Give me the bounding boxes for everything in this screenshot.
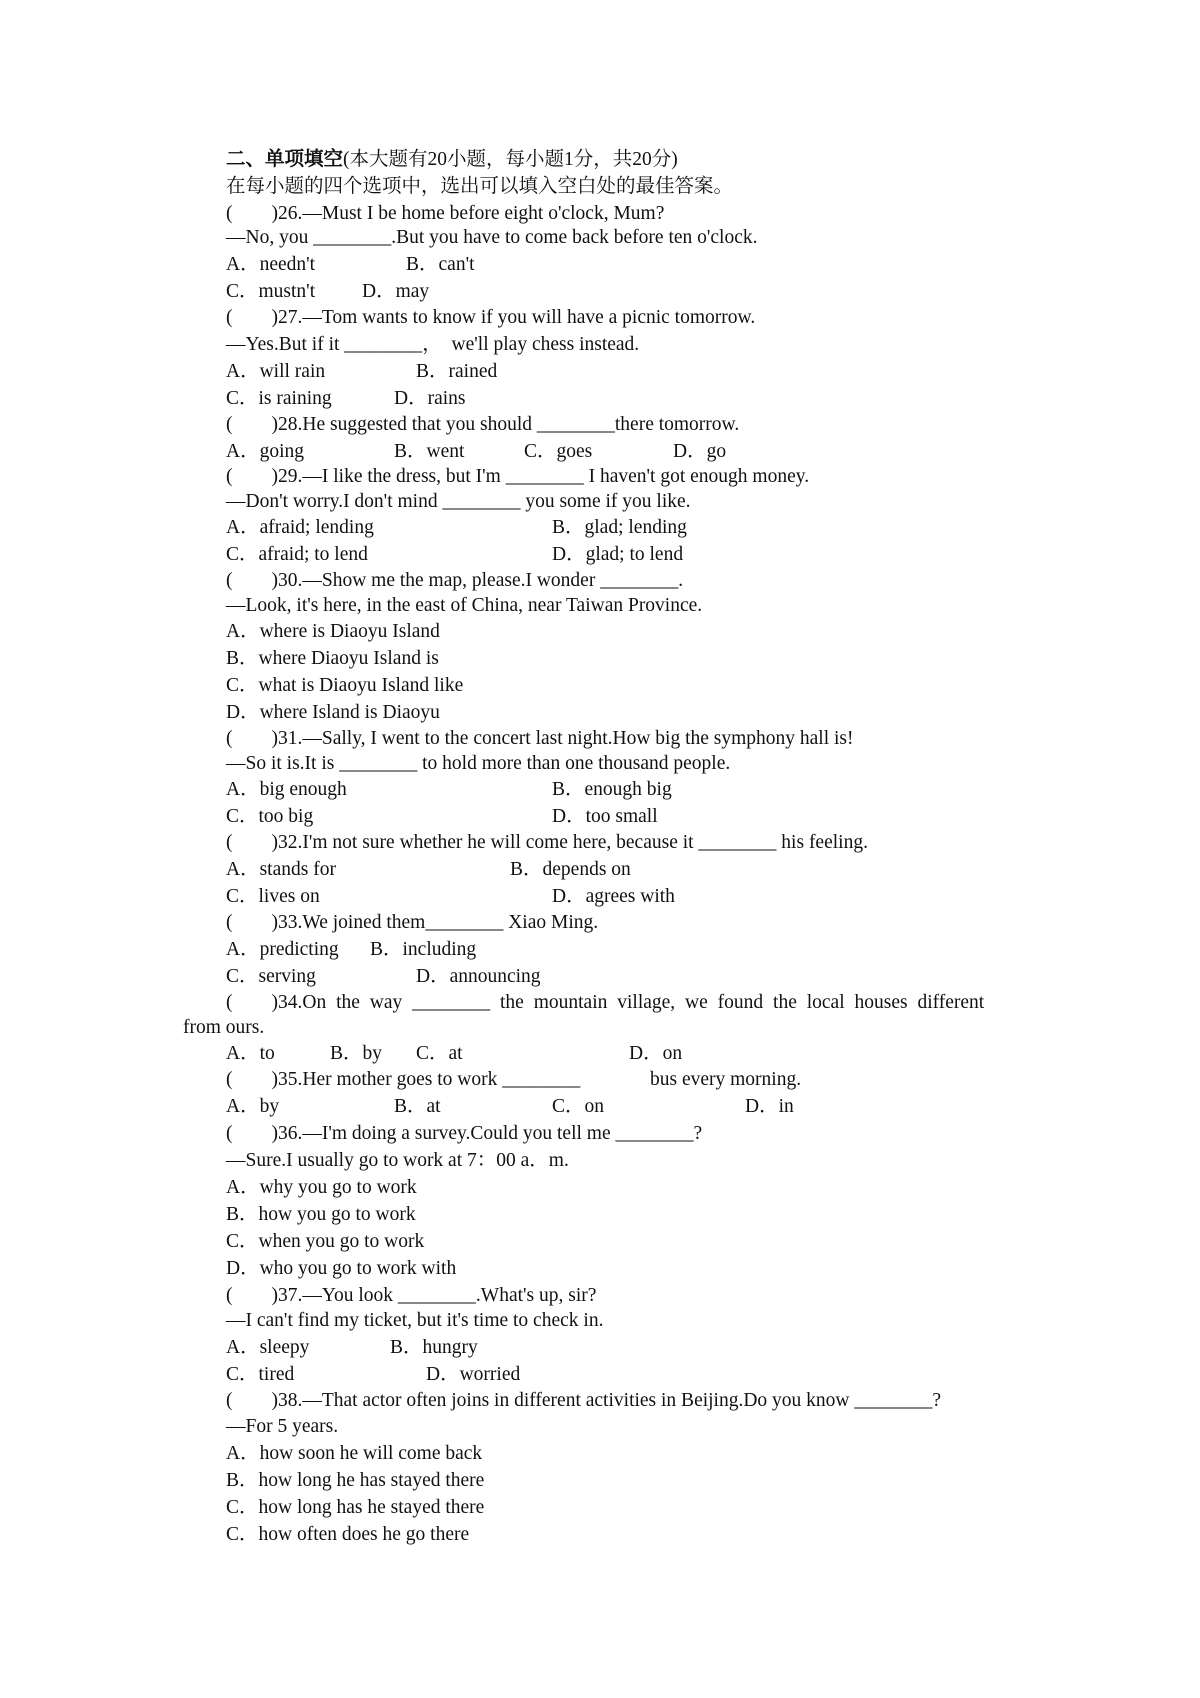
section-number: 二、 xyxy=(226,149,266,170)
question-31-option-d: D．too small xyxy=(552,806,658,827)
question-36-stem: ( )36.—I'm doing a survey.Could you tell me ________? xyxy=(226,1123,703,1144)
question-32-stem: ( )32.I'm not sure whether he will come here, because it ________ his feeling. xyxy=(226,832,868,853)
question-26-stem: ( )26.—Must I be home before eight o'clock, Mum? xyxy=(226,203,665,224)
question-28-stem: ( )28.He suggested that you should ________there tomorrow. xyxy=(226,414,740,435)
question-29-option-a: A．afraid; lending xyxy=(226,517,374,538)
question-35-stem-end: bus every morning. xyxy=(650,1069,802,1090)
question-34-option-d: D．on xyxy=(629,1043,683,1064)
section-scoring: (本大题有20小题，每小题1分，共20分) xyxy=(343,149,678,170)
question-38-option-a: A．how soon he will come back xyxy=(226,1443,483,1464)
question-36-option-b: B．how you go to work xyxy=(226,1204,416,1225)
question-33-option-a: A．predicting xyxy=(226,939,339,960)
question-37-option-a: A．sleepy xyxy=(226,1337,310,1358)
question-35-stem: ( )35.Her mother goes to work ________ xyxy=(226,1069,581,1090)
question-36-reply: —Sure.I usually go to work at 7：00 a．m. xyxy=(226,1150,569,1171)
question-34-option-a: A．to xyxy=(226,1043,275,1064)
question-27-reply: —Yes.But if it ________， we'll play chess instead. xyxy=(226,334,640,355)
section-title: 单项填空 xyxy=(265,149,344,170)
question-36-option-d: D．who you go to work with xyxy=(226,1258,457,1279)
question-28-option-b: B．went xyxy=(394,441,465,462)
question-37-stem: ( )37.—You look ________.What's up, sir? xyxy=(226,1285,597,1306)
question-27-option-b: B．rained xyxy=(416,361,498,382)
question-26-reply: —No, you ________.But you have to come back before ten o'clock. xyxy=(226,227,758,248)
question-29-option-d: D．glad; to lend xyxy=(552,544,684,565)
question-29-stem: ( )29.—I like the dress, but I'm ________ I haven't got enough money. xyxy=(226,466,810,487)
question-33-option-d: D．announcing xyxy=(416,966,541,987)
question-35-option-d: D．in xyxy=(745,1096,794,1117)
question-26-option-a: A．needn't xyxy=(226,254,316,275)
question-26-option-d: D．may xyxy=(362,281,430,302)
question-28-option-a: A．going xyxy=(226,441,305,462)
question-32-option-b: B．depends on xyxy=(510,859,631,880)
question-34-option-b: B．by xyxy=(330,1043,383,1064)
question-30-option-a: A．where is Diaoyu Island xyxy=(226,621,440,642)
question-31-option-b: B．enough big xyxy=(552,779,672,800)
question-31-reply: —So it is.It is ________ to hold more than one thousand people. xyxy=(226,753,731,774)
question-38-option-c: C．how long has he stayed there xyxy=(226,1497,485,1518)
question-32-option-a: A．stands for xyxy=(226,859,336,880)
question-26-option-c: C．mustn't xyxy=(226,281,316,302)
question-29-option-b: B．glad; lending xyxy=(552,517,687,538)
question-28-option-c: C．goes xyxy=(524,441,593,462)
question-35-option-a: A．by xyxy=(226,1096,280,1117)
question-37-option-c: C．tired xyxy=(226,1364,295,1385)
question-27-stem: ( )27.—Tom wants to know if you will have a picnic tomorrow. xyxy=(226,307,756,328)
question-33-stem: ( )33.We joined them________ Xiao Ming. xyxy=(226,912,599,933)
question-30-option-d: D．where Island is Diaoyu xyxy=(226,702,440,723)
question-37-option-d: D．worried xyxy=(426,1364,521,1385)
question-27-option-a: A．will rain xyxy=(226,361,326,382)
section-instruction: 在每小题的四个选项中，选出可以填入空白处的最佳答案。 xyxy=(226,176,734,197)
question-29-reply: —Don't worry.I don't mind ________ you some if you like. xyxy=(226,491,691,512)
question-34-stem: ( )34.On the way ________ the mountain village, we found the local houses different xyxy=(226,992,985,1013)
question-33-option-b: B．including xyxy=(370,939,477,960)
question-37-reply: —I can't find my ticket, but it's time to check in. xyxy=(226,1310,604,1331)
question-28-option-d: D．go xyxy=(673,441,727,462)
question-37-option-b: B．hungry xyxy=(390,1337,478,1358)
question-38-reply: —For 5 years. xyxy=(226,1416,339,1437)
question-34-stem-continued: from ours. xyxy=(183,1017,265,1038)
question-27-option-d: D．rains xyxy=(394,388,466,409)
question-34-option-c: C．at xyxy=(416,1043,463,1064)
section-heading xyxy=(226,148,678,172)
question-29-option-c: C．afraid; to lend xyxy=(226,544,368,565)
question-30-reply: —Look, it's here, in the east of China, near Taiwan Province. xyxy=(226,595,703,616)
question-38-stem: ( )38.—That actor often joins in different activities in Beijing.Do you know ________? xyxy=(226,1390,942,1411)
question-30-stem: ( )30.—Show me the map, please.I wonder ________. xyxy=(226,570,684,591)
question-38-option-b: B．how long he has stayed there xyxy=(226,1470,485,1491)
question-31-stem: ( )31.—Sally, I went to the concert last night.How big the symphony hall is! xyxy=(226,728,854,749)
question-32-option-c: C．lives on xyxy=(226,886,320,907)
question-26-option-b: B．can't xyxy=(406,254,475,275)
question-31-option-a: A．big enough xyxy=(226,779,347,800)
question-31-option-c: C．too big xyxy=(226,806,314,827)
question-38-option-c-second: C．how often does he go there xyxy=(226,1524,470,1545)
question-30-option-b: B．where Diaoyu Island is xyxy=(226,648,439,669)
question-30-option-c: C．what is Diaoyu Island like xyxy=(226,675,464,696)
question-35-option-b: B．at xyxy=(394,1096,441,1117)
question-33-option-c: C．serving xyxy=(226,966,316,987)
question-27-option-c: C．is raining xyxy=(226,388,332,409)
question-36-option-c: C．when you go to work xyxy=(226,1231,425,1252)
question-36-option-a: A．why you go to work xyxy=(226,1177,417,1198)
question-35-option-c: C．on xyxy=(552,1096,605,1117)
question-32-option-d: D．agrees with xyxy=(552,886,675,907)
